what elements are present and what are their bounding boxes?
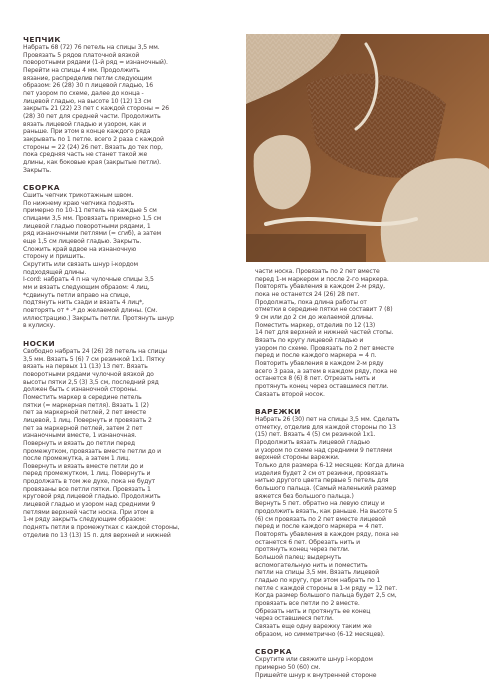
text-line: 1-м ряду закрыть следующим образом: — [23, 516, 146, 524]
text-line: Сшить чепчик трикотажным швом. — [23, 192, 134, 200]
text-line: пет узором по схеме, далее до конца - — [23, 89, 144, 97]
right-column — [255, 268, 473, 679]
text-line: I-cord: набрать 4 п на чулочные спицы 3,5 — [23, 276, 154, 284]
text-line: изделия будет 2 см от резинки, провязать — [255, 469, 388, 477]
text-line: Набрать 26 (30) пет на спицы 3,5 мм. Сделать — [255, 416, 400, 424]
text-line: подходящей длины. — [23, 268, 87, 276]
text-line: пока средняя часть не станет такой же — [23, 151, 148, 159]
text-line: останется 6 пет. Обрезать нить и — [255, 538, 360, 546]
text-line: Сложить край вдвое на изнаночную — [23, 245, 137, 253]
text-line: отметку, отделив для каждой стороны по 13 — [255, 423, 396, 431]
text-line: лицевой гладью поворотными рядами, 1 — [23, 222, 151, 230]
text-line: 3,5 мм. Вязать 5 (6) 7 см резинкой 1х1. Пятку — [23, 355, 165, 363]
text-line: образом, но симметрично (6-12 месяцев). — [255, 630, 385, 638]
text-line: лицевой гладью и узором над средними 9 — [23, 501, 156, 509]
text-line: Повторить убавления в каждом 2-м ряду — [255, 359, 384, 367]
text-line: Вернуть 5 пет. обратно на левую спицу и — [255, 500, 385, 508]
text-line: *сдвинуть петли вправо на спице, — [23, 291, 131, 299]
text-line: промежутком, провязать вместе петли до и — [23, 447, 161, 455]
text-line: мм и вязать следующим образом: 4 лиц, — [23, 284, 150, 292]
text-line: петли на спицы 3,5 мм. Вязать лицевой — [255, 569, 380, 577]
text-line: поднять петли в промежутках с каждой стороны, — [23, 524, 180, 532]
text-line: Связать второй носок. — [255, 390, 325, 398]
text-line: Провязать 5 рядов платочной вязкой — [23, 51, 140, 59]
text-line: примерно 50 (60) см. — [255, 663, 321, 671]
text-line: перед промежутком, 1 лиц. Повернуть и — [23, 470, 151, 478]
text-line: еще 1,5 см лицевой гладью. Закрыть. — [23, 238, 142, 246]
text-line: вязать на первых 11 (13) 13 пет. Вязать — [23, 363, 148, 371]
text-line: вспомогательную нить и поместить — [255, 561, 368, 569]
section-gap — [23, 330, 241, 339]
text-line: петле с каждой стороны в 1-м ряду = 12 пет. — [255, 584, 398, 592]
text-line: подтянуть нить сзади и вязать 4 лиц*, — [23, 299, 144, 307]
text-line: По нижнему краю чепчика поднять — [23, 199, 135, 207]
text-line: пятки (= маркерная петля). Вязать 1 (2) — [23, 401, 149, 409]
text-line: Обрезать нить и протянуть ее конец — [255, 607, 371, 615]
text-line: (15) пет. Вязать 4 (5) см резинкой 1х1. — [255, 431, 376, 439]
text-line: петлями верхней части носка. При этом в — [23, 508, 154, 516]
text-line: отметки в середине пятки не составит 7 (8) — [255, 306, 393, 314]
text-line: части носка. Провязать по 2 пет вместе — [255, 268, 380, 275]
text-line: Продолжать, пока длина работы от — [255, 298, 367, 306]
text-line: отделив по 13 (13) 15 п. для верхней и нижней — [23, 531, 171, 539]
text-line: спицами 3,5 мм. Провязать примерно 1,5 см — [23, 215, 162, 223]
photo-knitted-baby-set — [246, 34, 489, 262]
text-line: продолжить вязать, как раньше. На высоте 5 — [255, 508, 398, 516]
text-line: Повернуть и вязать до петли перед — [23, 439, 135, 447]
text-line: протянуть конец через петли. — [255, 546, 350, 554]
text-line: и узором по схеме над средними 9 петлями — [255, 446, 393, 454]
section-gap — [23, 174, 241, 183]
text-line: Закрыть. — [23, 166, 52, 174]
text-line: иллюстрацию.) Закрыть петли. Протянуть шнур — [23, 314, 174, 322]
text-line: (6) см провязать по 2 пет вместе лицевой — [255, 515, 386, 523]
text-line: (28) 30 пет для средней части. Продолжить — [23, 112, 161, 120]
text-line: провязать все петли по 2 вместе. — [255, 599, 360, 607]
section-heading: НОСКИ — [23, 338, 56, 348]
text-line: сторону и пришить. — [23, 253, 85, 261]
text-line: вяжется без большого пальца.) — [255, 492, 354, 500]
text-line: Продолжить вязать лицевой гладью — [255, 439, 370, 447]
text-line: Скрутите или свяжите шнур i-кордом — [255, 656, 373, 664]
text-line: Повторять убавления в каждом ряду, пока не — [255, 531, 399, 538]
text-line: перед 1-м маркером и после 2-го маркера. — [255, 275, 389, 283]
text-line: Поместить маркер, отделив по 12 (13) — [255, 321, 376, 329]
left-column — [23, 35, 241, 539]
text-line: большого пальца. (Самый маленький размер — [255, 485, 397, 493]
text-line: Свободно набрать 24 (26) 28 петель на спицы — [23, 347, 168, 355]
text-line: через оставшиеся петли. — [255, 615, 334, 623]
text-line: перед и после каждого маркера = 4 п. — [255, 352, 377, 360]
text-line: Повторять убавления в каждом 2-м ряду, — [255, 283, 385, 291]
text-line: Поместить маркер в середине петель — [23, 393, 142, 401]
section-heading: ВАРЕЖКИ — [255, 407, 301, 417]
text-line: вязать лицевой гладью и узором, как и — [23, 120, 147, 128]
text-line: останется 8 (6) 8 пет. Отрезать нить и — [255, 375, 376, 383]
text-line: провязаны все петли пятки. Провязать 1 — [23, 485, 151, 493]
text-line: пет за маркерной петлей, затем 2 пет — [23, 424, 143, 432]
text-line: верхней стороны варежки. — [255, 454, 340, 462]
text-line: Только для размера 6-12 месяцев: Когда длина — [255, 462, 404, 470]
text-line: 9 см или до 2 см до желаемой длины. — [255, 313, 374, 321]
text-line: Когда размер большого пальца будет 2,5 см, — [255, 592, 397, 600]
text-line: вязание, распределив петли следующим — [23, 74, 152, 82]
text-line: длины, как боковые края (закрытые петли). — [23, 158, 161, 166]
section-heading: ЧЕПЧИК — [23, 35, 61, 44]
text-line: в кулиску. — [23, 322, 56, 330]
section-gap — [255, 638, 473, 647]
photo-illustration — [246, 34, 489, 262]
text-line: образом: 26 (28) 30 п лицевой гладью, 16 — [23, 82, 153, 90]
text-line: Связать еще одну варежку таким же — [255, 622, 372, 630]
text-line: узором по схеме. Провязать по 2 пет вместе — [255, 344, 394, 352]
section-heading: СБОРКА — [255, 647, 292, 657]
text-line: 14 пет для верхней и нижней частей стопы. — [255, 329, 394, 337]
text-line: ряд изнаночными петлями (= сгиб), а затем — [23, 230, 162, 238]
text-line: закрыть 21 (22) 23 пет с каждой стороны = 26 — [23, 105, 169, 113]
text-line: стороны = 22 (24) 26 пет. Вязать до тех пор, — [23, 143, 163, 151]
text-line: раньше. При этом в конце каждого ряда — [23, 128, 151, 136]
text-line: высоты пятки 2,5 (3) 3,5 см, последний ряд — [23, 378, 159, 386]
text-line: Вязать по кругу лицевой гладью и — [255, 336, 364, 344]
text-line: изнаночными вместе, 1 изнаночная. — [23, 432, 137, 440]
text-line: Набрать 68 (72) 76 петель на спицы 3,5 мм. — [23, 44, 160, 51]
text-line: пет за маркерной петлей, 2 пет вместе — [23, 409, 147, 417]
text-line: гладью по кругу, при этом набрать по 1 — [255, 576, 381, 584]
text-line: круговой ряд лицевой гладью. Продолжить — [23, 493, 161, 501]
section-heading: СБОРКА — [23, 183, 60, 193]
text-line: перед и после каждого маркера = 4 пет. — [255, 523, 384, 531]
text-line: Большой палец: выдернуть — [255, 553, 342, 561]
text-line: всего 3 раза, а затем в каждом ряду, пока не — [255, 367, 397, 375]
text-line: повторять от * -* до желаемой длины. (См. — [23, 307, 158, 314]
text-line: лицевой гладью, на высоте 10 (12) 13 см — [23, 97, 152, 105]
text-line: Перейти на спицы 4 мм. Продолжить — [23, 66, 140, 74]
text-line: поворотными рядами чулочной вязкой до — [23, 370, 154, 378]
text-line: примерно по 10-11 петель на каждые 5 см — [23, 207, 157, 215]
section-gap — [255, 398, 473, 407]
text-line: поворотными рядами (1-й ряд = изнаночный). — [23, 59, 168, 67]
text-line: Пришейте шнур к внутренней стороне — [255, 671, 377, 679]
text-line: закрывать по 1 петле. всего 2 раза с каждой — [23, 135, 164, 143]
text-line: Повернуть и вязать вместе петли до и — [23, 462, 144, 470]
text-line: должен быть с изнаночной стороны. — [23, 386, 138, 394]
text-line: лицевой, 1 лиц. Повернуть и провязать 2 — [23, 416, 152, 424]
text-line: пока не останется 24 (26) 28 пет. — [255, 290, 360, 298]
text-line: Скрутить или связать шнур i-кордом — [23, 261, 139, 269]
text-line: нитью другого цвета первые 5 петель для — [255, 477, 389, 485]
text-line: протянуть конец через оставшиеся петли. — [255, 382, 389, 390]
text-line: продолжать в том же духе, пока не будут — [23, 478, 156, 486]
text-line: после промежутка, а затем 1 лиц. — [23, 455, 130, 463]
